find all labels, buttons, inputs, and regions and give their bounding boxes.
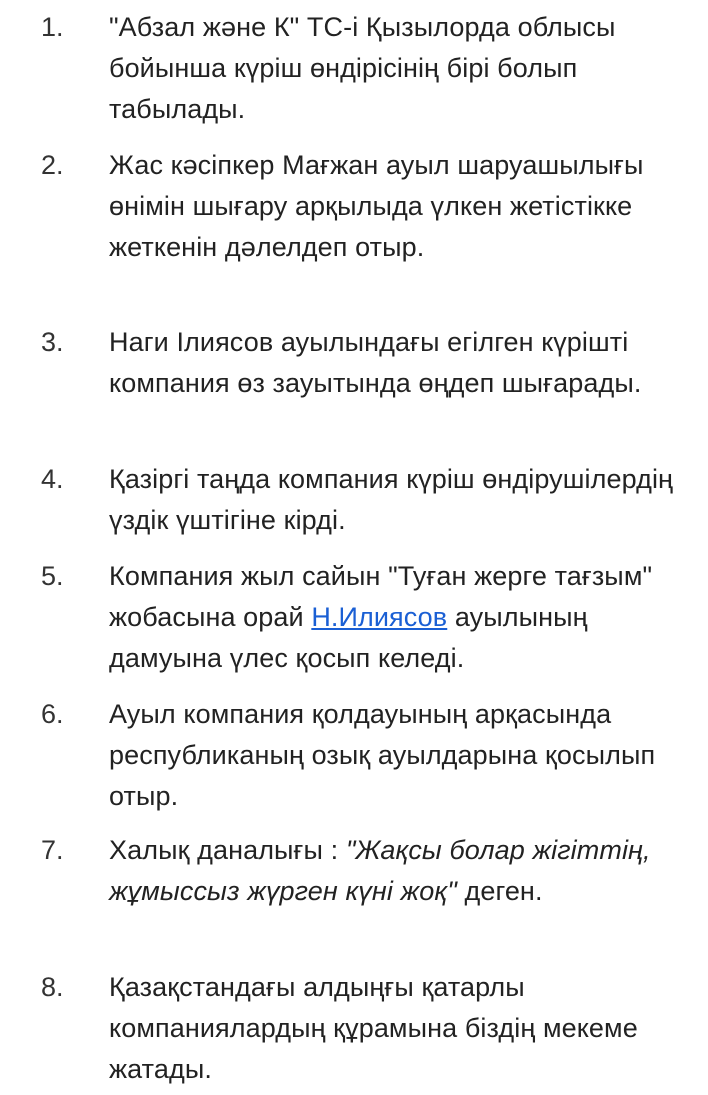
- item-text: Жас кәсіпкер Мағжан ауыл шаруашылығы өнімін шығару арқылыда үлкен жетістікке жеткенін дәлелдеп отыр.: [109, 150, 644, 262]
- item-text-after: деген.: [456, 876, 543, 906]
- item-number: 4.: [41, 464, 64, 494]
- proverb-quote: "Жақсы болар жігіттің, жұмыссыз жүрген күні жоқ": [109, 835, 651, 906]
- item-text: Наги Ілиясов ауылындағы егілген күрішті компания өз зауытында өңдеп шығарады.: [109, 327, 642, 398]
- item-text: Қазіргі таңда компания күріш өндірушілердің үздік үштігіне кірді.: [109, 464, 674, 535]
- item-text-before: Компания жыл сайын "Туған жерге тағзым" жобасына орай: [109, 561, 653, 632]
- item-number: 8.: [41, 972, 64, 1002]
- item-text: [109, 830, 699, 912]
- item-text: Қазақстандағы алдыңғы қатарлы компаниялардың құрамына біздің мекеме жатады.: [109, 972, 638, 1084]
- village-link[interactable]: Н.Илиясов: [311, 602, 448, 632]
- item-number: 3.: [41, 327, 64, 357]
- item-text-after: ауылының дамуына үлес қосып келеді.: [109, 602, 588, 673]
- item-number: 7.: [41, 835, 64, 865]
- item-number: 6.: [41, 699, 64, 729]
- item-number: 5.: [41, 561, 64, 591]
- item-text: "Абзал және К" ТС-і Қызылорда облысы бойынша күріш өндірісінің бірі болып табылады.: [109, 12, 616, 124]
- item-text: [109, 556, 699, 679]
- item-number: 1.: [41, 12, 64, 42]
- item-number: 2.: [41, 150, 64, 180]
- item-text-before: Халық даналығы :: [109, 835, 346, 865]
- item-text: Ауыл компания қолдауының арқасында республиканың озық ауылдарына қосылып отыр.: [109, 699, 656, 811]
